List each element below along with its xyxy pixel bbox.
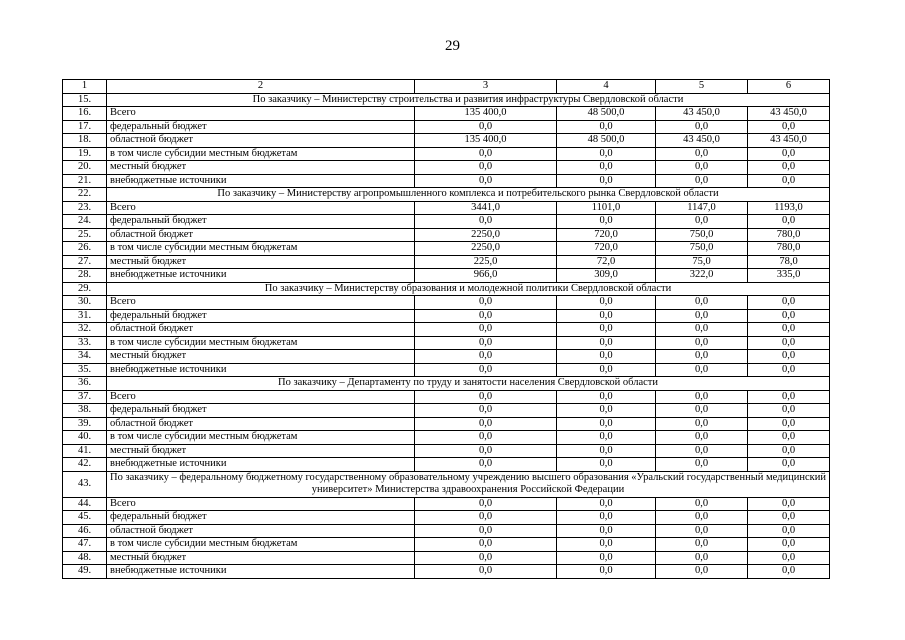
value-cell: 0,0 (656, 120, 748, 134)
value-cell: 0,0 (656, 511, 748, 525)
value-cell: 0,0 (656, 350, 748, 364)
table-row (63, 161, 830, 175)
value-cell: 75,0 (656, 255, 748, 269)
value-cell: 0,0 (748, 323, 830, 337)
row-label: местный бюджет (107, 444, 415, 458)
table-row (63, 215, 830, 229)
value-cell: 0,0 (557, 336, 656, 350)
table-row (63, 565, 830, 579)
value-cell: 0,0 (415, 215, 557, 229)
table-row (63, 201, 830, 215)
value-cell: 0,0 (748, 309, 830, 323)
table-row (63, 497, 830, 511)
value-cell: 0,0 (748, 120, 830, 134)
row-number: 36. (63, 377, 107, 391)
table-row (63, 296, 830, 310)
value-cell: 0,0 (656, 497, 748, 511)
row-number: 21. (63, 174, 107, 188)
value-cell: 335,0 (748, 269, 830, 283)
value-cell: 78,0 (748, 255, 830, 269)
row-number: 18. (63, 134, 107, 148)
row-label: местный бюджет (107, 255, 415, 269)
row-number: 16. (63, 107, 107, 121)
row-label: областной бюджет (107, 524, 415, 538)
value-cell: 0,0 (656, 336, 748, 350)
value-cell: 0,0 (656, 215, 748, 229)
row-number: 15. (63, 93, 107, 107)
table-row (63, 309, 830, 323)
table-row (63, 551, 830, 565)
value-cell: 0,0 (557, 296, 656, 310)
header-cell: 1 (63, 80, 107, 94)
section-row (63, 93, 830, 107)
page-number: 29 (445, 38, 460, 54)
value-cell: 0,0 (415, 390, 557, 404)
value-cell: 0,0 (748, 147, 830, 161)
value-cell: 43 450,0 (656, 134, 748, 148)
row-number: 39. (63, 417, 107, 431)
table-row (63, 269, 830, 283)
value-cell: 0,0 (557, 538, 656, 552)
value-cell: 0,0 (415, 120, 557, 134)
row-label: внебюджетные источники (107, 363, 415, 377)
value-cell: 780,0 (748, 242, 830, 256)
row-label: в том числе субсидии местным бюджетам (107, 431, 415, 445)
value-cell: 750,0 (656, 242, 748, 256)
value-cell: 0,0 (415, 524, 557, 538)
value-cell: 0,0 (415, 417, 557, 431)
value-cell: 0,0 (415, 497, 557, 511)
value-cell: 0,0 (656, 363, 748, 377)
value-cell: 0,0 (557, 147, 656, 161)
value-cell: 0,0 (748, 161, 830, 175)
table-row (63, 390, 830, 404)
value-cell: 0,0 (415, 323, 557, 337)
value-cell: 0,0 (557, 417, 656, 431)
value-cell: 0,0 (656, 147, 748, 161)
value-cell: 0,0 (557, 511, 656, 525)
value-cell: 43 450,0 (748, 107, 830, 121)
table-row (63, 538, 830, 552)
table-row (63, 524, 830, 538)
row-label: внебюджетные источники (107, 174, 415, 188)
section-title: По заказчику – Департаменту по труду и занятости населения Свердловской области (107, 377, 830, 391)
row-label: местный бюджет (107, 161, 415, 175)
row-number: 41. (63, 444, 107, 458)
table-body (63, 80, 830, 579)
row-label: местный бюджет (107, 350, 415, 364)
value-cell: 0,0 (656, 538, 748, 552)
value-cell: 0,0 (557, 215, 656, 229)
row-number: 49. (63, 565, 107, 579)
value-cell: 0,0 (415, 538, 557, 552)
value-cell: 2250,0 (415, 228, 557, 242)
row-label: федеральный бюджет (107, 511, 415, 525)
row-number: 32. (63, 323, 107, 337)
value-cell: 0,0 (748, 538, 830, 552)
value-cell: 0,0 (415, 161, 557, 175)
row-number: 24. (63, 215, 107, 229)
value-cell: 48 500,0 (557, 134, 656, 148)
row-label: областной бюджет (107, 323, 415, 337)
row-number: 47. (63, 538, 107, 552)
value-cell: 48 500,0 (557, 107, 656, 121)
value-cell: 0,0 (748, 296, 830, 310)
row-label: внебюджетные источники (107, 458, 415, 472)
value-cell: 0,0 (748, 524, 830, 538)
value-cell: 0,0 (748, 497, 830, 511)
value-cell: 0,0 (748, 565, 830, 579)
value-cell: 0,0 (748, 417, 830, 431)
table-row (63, 444, 830, 458)
row-label: в том числе субсидии местным бюджетам (107, 538, 415, 552)
row-label: Всего (107, 201, 415, 215)
section-title: По заказчику – Министерству строительства и развития инфраструктуры Свердловской области (107, 93, 830, 107)
value-cell: 0,0 (557, 551, 656, 565)
table-row (63, 336, 830, 350)
value-cell: 0,0 (748, 444, 830, 458)
section-title: По заказчику – Министерству образования и молодежной политики Свердловской области (107, 282, 830, 296)
row-label: областной бюджет (107, 228, 415, 242)
budget-table (62, 79, 830, 579)
table-row (63, 147, 830, 161)
value-cell: 0,0 (557, 458, 656, 472)
value-cell: 0,0 (656, 458, 748, 472)
value-cell: 0,0 (557, 120, 656, 134)
value-cell: 0,0 (557, 309, 656, 323)
value-cell: 0,0 (557, 350, 656, 364)
value-cell: 0,0 (656, 323, 748, 337)
row-number: 20. (63, 161, 107, 175)
row-number: 28. (63, 269, 107, 283)
value-cell: 135 400,0 (415, 134, 557, 148)
header-cell: 5 (656, 80, 748, 94)
value-cell: 0,0 (415, 336, 557, 350)
row-label: внебюджетные источники (107, 269, 415, 283)
row-label: областной бюджет (107, 417, 415, 431)
value-cell: 0,0 (557, 174, 656, 188)
row-number: 33. (63, 336, 107, 350)
row-number: 35. (63, 363, 107, 377)
value-cell: 0,0 (415, 444, 557, 458)
value-cell: 0,0 (748, 551, 830, 565)
value-cell: 3441,0 (415, 201, 557, 215)
row-number: 17. (63, 120, 107, 134)
value-cell: 0,0 (748, 511, 830, 525)
table-row (63, 174, 830, 188)
value-cell: 0,0 (656, 296, 748, 310)
row-number: 45. (63, 511, 107, 525)
value-cell: 0,0 (557, 524, 656, 538)
table-row (63, 242, 830, 256)
value-cell: 0,0 (656, 444, 748, 458)
value-cell: 0,0 (656, 565, 748, 579)
value-cell: 0,0 (557, 431, 656, 445)
row-label: местный бюджет (107, 551, 415, 565)
value-cell: 0,0 (557, 565, 656, 579)
value-cell: 1193,0 (748, 201, 830, 215)
value-cell: 0,0 (656, 390, 748, 404)
row-number: 30. (63, 296, 107, 310)
row-label: федеральный бюджет (107, 120, 415, 134)
table-row (63, 431, 830, 445)
row-label: федеральный бюджет (107, 309, 415, 323)
row-label: в том числе субсидии местным бюджетам (107, 336, 415, 350)
row-label: в том числе субсидии местным бюджетам (107, 147, 415, 161)
value-cell: 0,0 (557, 390, 656, 404)
row-number: 29. (63, 282, 107, 296)
value-cell: 750,0 (656, 228, 748, 242)
value-cell: 0,0 (557, 161, 656, 175)
value-cell: 0,0 (557, 363, 656, 377)
value-cell: 43 450,0 (656, 107, 748, 121)
row-number: 38. (63, 404, 107, 418)
value-cell: 0,0 (656, 431, 748, 445)
value-cell: 0,0 (748, 363, 830, 377)
header-row (63, 80, 830, 94)
value-cell: 0,0 (557, 404, 656, 418)
table-row (63, 323, 830, 337)
section-row (63, 188, 830, 202)
row-number: 43. (63, 471, 107, 497)
row-number: 26. (63, 242, 107, 256)
value-cell: 0,0 (748, 404, 830, 418)
table-row (63, 228, 830, 242)
value-cell: 0,0 (415, 511, 557, 525)
table-row (63, 511, 830, 525)
row-label: Всего (107, 296, 415, 310)
table-row (63, 363, 830, 377)
table-row (63, 404, 830, 418)
table-row (63, 255, 830, 269)
section-row (63, 282, 830, 296)
value-cell: 0,0 (656, 161, 748, 175)
section-title: По заказчику – федеральному бюджетному государственному образовательному учреждению высшего образования «Уральский государственный медицинский университет» Министерства здравоохранения Российской Федерации (107, 471, 830, 497)
value-cell: 0,0 (656, 309, 748, 323)
row-number: 42. (63, 458, 107, 472)
row-number: 22. (63, 188, 107, 202)
value-cell: 0,0 (415, 565, 557, 579)
value-cell: 1101,0 (557, 201, 656, 215)
table-row (63, 120, 830, 134)
value-cell: 966,0 (415, 269, 557, 283)
value-cell: 0,0 (748, 390, 830, 404)
header-cell: 2 (107, 80, 415, 94)
value-cell: 1147,0 (656, 201, 748, 215)
value-cell: 0,0 (748, 350, 830, 364)
value-cell: 0,0 (656, 551, 748, 565)
header-cell: 6 (748, 80, 830, 94)
value-cell: 309,0 (557, 269, 656, 283)
value-cell: 0,0 (557, 444, 656, 458)
row-number: 25. (63, 228, 107, 242)
row-number: 27. (63, 255, 107, 269)
row-label: Всего (107, 390, 415, 404)
row-number: 48. (63, 551, 107, 565)
value-cell: 135 400,0 (415, 107, 557, 121)
value-cell: 720,0 (557, 228, 656, 242)
value-cell: 0,0 (656, 524, 748, 538)
row-label: Всего (107, 107, 415, 121)
row-number: 19. (63, 147, 107, 161)
table-row (63, 107, 830, 121)
value-cell: 720,0 (557, 242, 656, 256)
section-row (63, 377, 830, 391)
value-cell: 0,0 (557, 497, 656, 511)
row-label: федеральный бюджет (107, 404, 415, 418)
value-cell: 0,0 (415, 309, 557, 323)
value-cell: 0,0 (415, 431, 557, 445)
value-cell: 0,0 (415, 147, 557, 161)
value-cell: 0,0 (748, 431, 830, 445)
table-row (63, 350, 830, 364)
value-cell: 43 450,0 (748, 134, 830, 148)
value-cell: 0,0 (415, 174, 557, 188)
value-cell: 0,0 (748, 174, 830, 188)
value-cell: 2250,0 (415, 242, 557, 256)
table-row (63, 458, 830, 472)
header-cell: 3 (415, 80, 557, 94)
value-cell: 0,0 (415, 404, 557, 418)
row-number: 37. (63, 390, 107, 404)
row-number: 40. (63, 431, 107, 445)
row-number: 46. (63, 524, 107, 538)
value-cell: 0,0 (557, 323, 656, 337)
header-cell: 4 (557, 80, 656, 94)
value-cell: 0,0 (748, 336, 830, 350)
row-label: федеральный бюджет (107, 215, 415, 229)
value-cell: 0,0 (656, 404, 748, 418)
value-cell: 780,0 (748, 228, 830, 242)
value-cell: 0,0 (415, 458, 557, 472)
row-number: 44. (63, 497, 107, 511)
value-cell: 0,0 (656, 174, 748, 188)
value-cell: 72,0 (557, 255, 656, 269)
row-number: 34. (63, 350, 107, 364)
value-cell: 0,0 (748, 215, 830, 229)
table-row (63, 134, 830, 148)
value-cell: 322,0 (656, 269, 748, 283)
section-title: По заказчику – Министерству агропромышленного комплекса и потребительского рынка Свердловской области (107, 188, 830, 202)
row-label: внебюджетные источники (107, 565, 415, 579)
row-number: 31. (63, 309, 107, 323)
row-label: областной бюджет (107, 134, 415, 148)
row-label: Всего (107, 497, 415, 511)
value-cell: 0,0 (415, 551, 557, 565)
row-label: в том числе субсидии местным бюджетам (107, 242, 415, 256)
value-cell: 0,0 (656, 417, 748, 431)
value-cell: 0,0 (748, 458, 830, 472)
section-row (63, 471, 830, 497)
value-cell: 0,0 (415, 296, 557, 310)
row-number: 23. (63, 201, 107, 215)
value-cell: 0,0 (415, 363, 557, 377)
table-row (63, 417, 830, 431)
value-cell: 0,0 (415, 350, 557, 364)
value-cell: 225,0 (415, 255, 557, 269)
